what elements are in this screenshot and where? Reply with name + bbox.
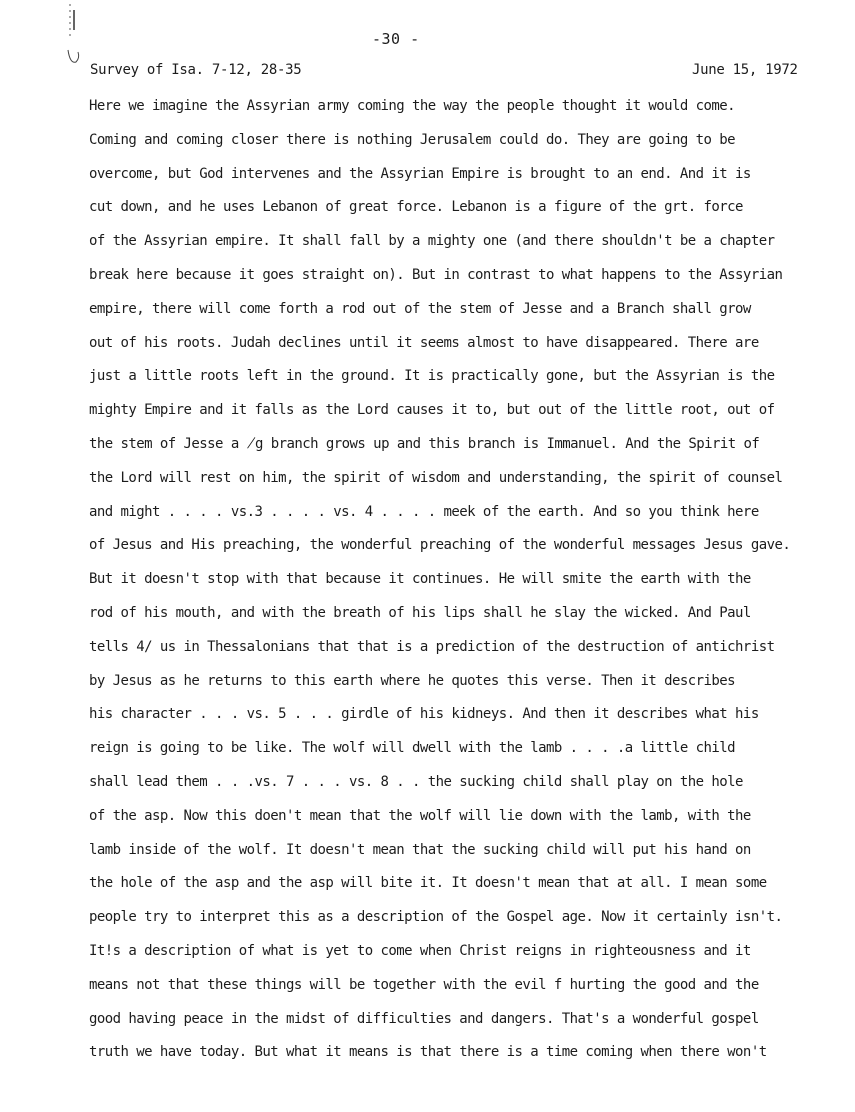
text-line: overcome, but God intervenes and the Assyrian Empire is brought to an end. And it is (89, 165, 751, 182)
text-line: and might . . . . vs.3 . . . . vs. 4 . . . . meek of the earth. And so you think here (89, 503, 759, 520)
text-line: the stem of Jesse a ̸g branch grows up and this branch is Immanuel. And the Spirit of (89, 435, 760, 452)
text-line: of Jesus and His preaching, the wonderful preaching of the wonderful messages Jesus gave. (89, 537, 791, 554)
text-line: reign is going to be like. The wolf will dwell with the lamb . . . .a little child (89, 740, 736, 757)
text-line: cut down, and he uses Lebanon of great force. Lebanon is a figure of the grt. force (89, 199, 743, 216)
text-line: the hole of the asp and the asp will bite it. It doesn't mean that at all. I mean some (89, 875, 767, 892)
text-line: empire, there will come forth a rod out of the stem of Jesse and a Branch shall grow (89, 300, 751, 317)
text-line: truth we have today. But what it means is that there is a time coming when there won't (89, 1044, 767, 1061)
text-line: people try to interpret this as a description of the Gospel age. Now it certainly isn't. (89, 909, 783, 926)
page-number: -30 - (372, 30, 420, 48)
text-line: Here we imagine the Assyrian army coming the way the people thought it would come. (89, 98, 736, 114)
text-line: It!s a description of what is yet to come when Christ reigns in righteousness and it (89, 942, 751, 959)
text-line: of the Assyrian empire. It shall fall by a mighty one (and there shouldn't be a chapter (89, 233, 775, 250)
text-line: his character . . . vs. 5 . . . girdle of his kidneys. And then it describes what his (89, 706, 759, 723)
text-line: Coming and coming closer there is nothing Jerusalem could do. They are going to be (89, 131, 736, 148)
text-line: just a little roots left in the ground. It is practically gone, but the Assyrian is the (89, 368, 775, 385)
text-line: lamb inside of the wolf. It doesn't mean that the sucking child will put his hand on (89, 841, 751, 858)
text-line: of the asp. Now this doen't mean that the wolf will lie down with the lamb, with the (89, 807, 751, 824)
document-date: June 15, 1972 (692, 62, 798, 78)
text-line: mighty Empire and it falls as the Lord causes it to, but out of the little root, out of (89, 402, 775, 419)
text-line: means not that these things will be together with the evil f hurting the good and the (89, 976, 759, 993)
text-line: tells 4/ us in Thessalonians that that is a prediction of the destruction of antichrist (89, 638, 775, 655)
binding-marks (62, 0, 84, 72)
body-text (89, 96, 849, 1076)
text-line: rod of his mouth, and with the breath of his lips shall he slay the wicked. And Paul (89, 604, 751, 621)
text-line: But it doesn't stop with that because it continues. He will smite the earth with the (89, 571, 751, 588)
text-line: good having peace in the midst of difficulties and dangers. That's a wonderful gospel (89, 1010, 759, 1027)
text-line: by Jesus as he returns to this earth where he quotes this verse. Then it describes (89, 672, 736, 689)
text-line: break here because it goes straight on). But in contrast to what happens to the Assyrian (89, 266, 783, 283)
text-line: out of his roots. Judah declines until it seems almost to have disappeared. There are (89, 334, 759, 351)
document-title: Survey of Isa. 7-12, 28-35 (90, 62, 302, 78)
text-line: the Lord will rest on him, the spirit of wisdom and understanding, the spirit of counsel (89, 469, 783, 486)
text-line: shall lead them . . .vs. 7 . . . vs. 8 . . the sucking child shall play on the hole (89, 773, 743, 790)
